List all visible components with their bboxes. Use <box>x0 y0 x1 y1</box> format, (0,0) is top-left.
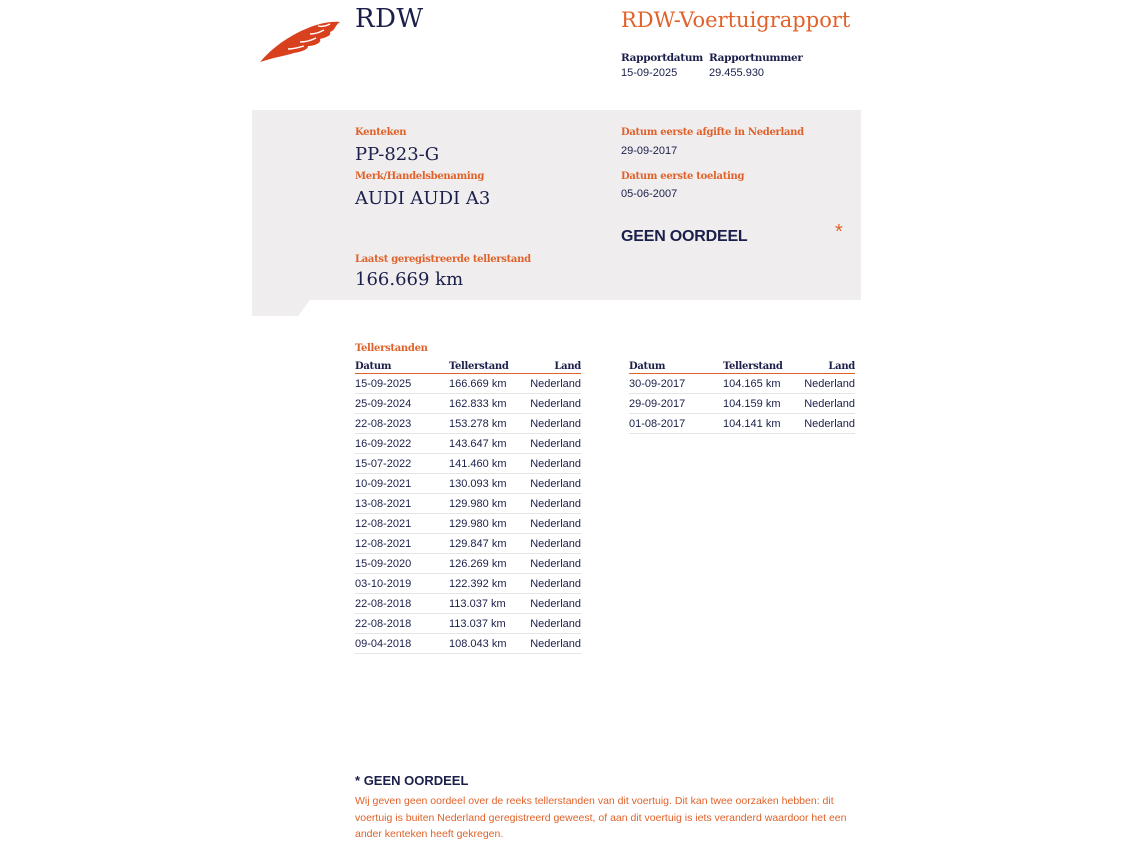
row-mileage: 122.392 km <box>449 574 529 594</box>
row-mileage: 104.159 km <box>723 394 803 414</box>
odometer-table-right <box>629 359 855 434</box>
row-mileage: 166.669 km <box>449 374 529 394</box>
row-date: 22-08-2018 <box>355 614 449 634</box>
table-row <box>629 414 855 434</box>
row-mileage: 129.980 km <box>449 514 529 534</box>
row-country: Nederland <box>803 414 855 434</box>
row-mileage: 130.093 km <box>449 474 529 494</box>
make-label: Merk/Handelsbenaming <box>355 171 485 182</box>
footnote-title <box>355 773 468 788</box>
col-mileage: Tellerstand <box>723 359 803 374</box>
row-mileage: 129.847 km <box>449 534 529 554</box>
footnote-text: Wij geven geen oordeel over de reeks tellerstanden van dit voertuig. Dit kan twee oorzaken hebben: dit voertuig is buiten Nederland geregistreerd geweest, of aan dit voertuig is iets veranderd waardoor het een ander kenteken heeft gekregen. <box>355 795 847 840</box>
report-title: RDW-Voertuigrapport <box>621 8 851 32</box>
col-country: Land <box>803 359 855 374</box>
table-row <box>355 394 581 414</box>
row-country: Nederland <box>529 534 581 554</box>
row-mileage: 108.043 km <box>449 634 529 654</box>
footnote-marker: * <box>355 773 361 788</box>
row-date: 12-08-2021 <box>355 534 449 554</box>
row-date: 16-09-2022 <box>355 434 449 454</box>
row-mileage: 141.460 km <box>449 454 529 474</box>
table-row <box>355 454 581 474</box>
row-country: Nederland <box>803 374 855 394</box>
row-country: Nederland <box>529 594 581 614</box>
plate-value: PP-823-G <box>355 144 440 165</box>
table-row <box>629 394 855 414</box>
row-date: 22-08-2018 <box>355 594 449 614</box>
table-row <box>355 374 581 394</box>
row-mileage: 113.037 km <box>449 594 529 614</box>
table-row <box>355 434 581 454</box>
row-country: Nederland <box>529 634 581 654</box>
plate-label: Kenteken <box>355 127 407 138</box>
make-value: AUDI AUDI A3 <box>355 188 491 209</box>
row-country: Nederland <box>529 434 581 454</box>
row-mileage: 104.165 km <box>723 374 803 394</box>
row-date: 15-09-2020 <box>355 554 449 574</box>
vehicle-summary-panel <box>252 110 861 316</box>
table-row <box>629 374 855 394</box>
row-mileage: 129.980 km <box>449 494 529 514</box>
table-row <box>355 414 581 434</box>
row-country: Nederland <box>529 394 581 414</box>
row-date: 01-08-2017 <box>629 414 723 434</box>
row-country: Nederland <box>529 454 581 474</box>
table-row <box>355 574 581 594</box>
row-mileage: 143.647 km <box>449 434 529 454</box>
brand-name: RDW <box>355 4 424 34</box>
row-country: Nederland <box>529 614 581 634</box>
row-date: 15-09-2025 <box>355 374 449 394</box>
row-date: 22-08-2023 <box>355 414 449 434</box>
col-mileage: Tellerstand <box>449 359 529 374</box>
table-row <box>355 554 581 574</box>
row-date: 03-10-2019 <box>355 574 449 594</box>
table-row <box>355 614 581 634</box>
table-row <box>355 594 581 614</box>
row-mileage: 104.141 km <box>723 414 803 434</box>
mileage-value: 166.669 km <box>355 269 464 290</box>
row-date: 12-08-2021 <box>355 514 449 534</box>
row-date: 15-07-2022 <box>355 454 449 474</box>
report-number-label: Rapportnummer <box>709 52 803 64</box>
row-mileage: 113.037 km <box>449 614 529 634</box>
row-country: Nederland <box>529 514 581 534</box>
verdict-badge: GEEN OORDEEL <box>621 228 748 245</box>
report-date-label: Rapportdatum <box>621 52 703 64</box>
first-registration-nl-value: 29-09-2017 <box>621 145 678 157</box>
row-mileage: 153.278 km <box>449 414 529 434</box>
odometer-section-title: Tellerstanden <box>355 343 428 354</box>
row-country: Nederland <box>529 474 581 494</box>
footnote-title-text: GEEN OORDEEL <box>363 773 469 788</box>
mileage-label: Laatst geregistreerde tellerstand <box>355 254 531 265</box>
table-row <box>355 474 581 494</box>
row-country: Nederland <box>803 394 855 414</box>
report-number-value: 29.455.930 <box>709 67 765 79</box>
row-date: 13-08-2021 <box>355 494 449 514</box>
col-date: Datum <box>629 359 723 374</box>
row-country: Nederland <box>529 494 581 514</box>
col-country: Land <box>529 359 581 374</box>
table-row <box>355 634 581 654</box>
row-date: 25-09-2024 <box>355 394 449 414</box>
verdict-asterisk: * <box>835 221 843 243</box>
rdw-logo-icon <box>258 18 342 64</box>
first-admission-value: 05-06-2007 <box>621 188 678 200</box>
odometer-table-left <box>355 359 581 654</box>
first-registration-nl-label: Datum eerste afgifte in Nederland <box>621 127 804 138</box>
row-mileage: 126.269 km <box>449 554 529 574</box>
row-date: 29-09-2017 <box>629 394 723 414</box>
row-date: 10-09-2021 <box>355 474 449 494</box>
row-country: Nederland <box>529 414 581 434</box>
row-mileage: 162.833 km <box>449 394 529 414</box>
row-country: Nederland <box>529 374 581 394</box>
col-date: Datum <box>355 359 449 374</box>
row-date: 30-09-2017 <box>629 374 723 394</box>
table-row <box>355 494 581 514</box>
row-country: Nederland <box>529 554 581 574</box>
table-row <box>355 534 581 554</box>
row-country: Nederland <box>529 574 581 594</box>
first-admission-label: Datum eerste toelating <box>621 171 745 182</box>
report-date-value: 15-09-2025 <box>621 67 678 79</box>
row-date: 09-04-2018 <box>355 634 449 654</box>
table-row <box>355 514 581 534</box>
